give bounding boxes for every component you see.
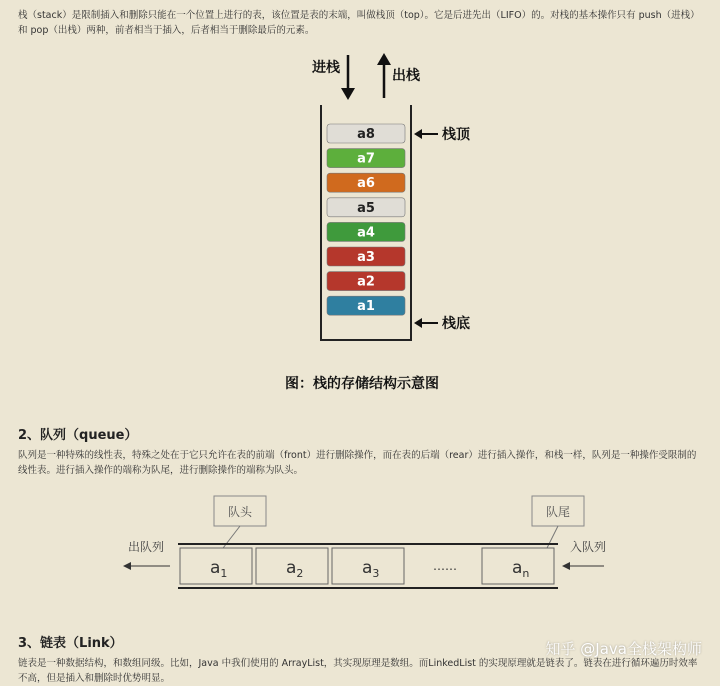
stack-item-label: a4 [357, 225, 375, 241]
linked-heading: 3、链表（Link） [18, 636, 123, 651]
pop-arrowhead-icon [377, 53, 391, 65]
top-pointer-icon [414, 129, 422, 139]
queue-cell-label: $a_n$ [512, 558, 530, 580]
linked-intro-paragraph: 链表是一种数据结构，和数组同级。比如，Java 中我们使用的 ArrayList，其实现原理是数组。而LinkedList 的实现原理就是链表了。链表在进行循环遍历时效率不高，但是插入和删除时优势明显。 [18, 658, 698, 684]
stack-intro-paragraph: 栈（stack）是限制插入和删除只能在一个位置上进行的表，该位置是表的末端，叫做栈顶（top）。它是后进先出（LIFO）的。对栈的基本操作只有 push（进栈）和 pop（出栈）两种，前者相当于插入，后者相当于删除最后的元素。 [18, 10, 695, 36]
stack-item-label: a7 [357, 151, 375, 167]
queue-diagram-svg [0, 490, 720, 610]
watermark: 知乎 @Java全栈架构师 [545, 640, 702, 658]
queue-ellipsis: …… [433, 559, 457, 573]
queue-intro-paragraph: 队列是一种特殊的线性表，特殊之处在于它只允许在表的前端（front）进行删除操作，而在表的后端（rear）进行插入操作，和栈一样，队列是一种操作受限制的线性表。进行插入操作的端称为队尾，进行删除操作的端称为队头。 [18, 450, 697, 476]
stack-item-label: a8 [357, 127, 375, 142]
queue-out-label: 出队列 [128, 540, 165, 554]
queue-in-arrowhead-icon [562, 562, 570, 570]
queue-diagram [0, 490, 720, 610]
queue-in-label: 入队列 [570, 540, 607, 554]
push-arrowhead-icon [341, 88, 355, 100]
bottom-label: 栈底 [442, 316, 470, 332]
stack-item-label: a1 [357, 299, 375, 315]
top-label: 栈顶 [442, 127, 470, 143]
pop-label: 出栈 [392, 68, 420, 84]
push-label: 进栈 [312, 60, 340, 76]
stack-item-label: a2 [357, 274, 375, 290]
queue-out-arrowhead-icon [123, 562, 131, 570]
queue-cells [180, 548, 554, 584]
stack-item-label: a3 [357, 250, 375, 265]
stack-item-label: a5 [357, 200, 375, 216]
queue-cell-label: $a_3$ [362, 558, 380, 580]
queue-cell-label: $a_1$ [210, 558, 228, 580]
queue-tail-label: 队尾 [545, 505, 571, 519]
stack-item-label: a6 [357, 176, 375, 192]
queue-head-label: 队头 [227, 505, 253, 519]
bottom-pointer-icon [414, 318, 422, 328]
stack-caption: 图：栈的存储结构示意图 [285, 376, 439, 392]
stack-items [327, 124, 405, 315]
queue-heading: 2、队列（queue） [18, 428, 138, 443]
queue-cell-label: $a_2$ [286, 558, 304, 580]
